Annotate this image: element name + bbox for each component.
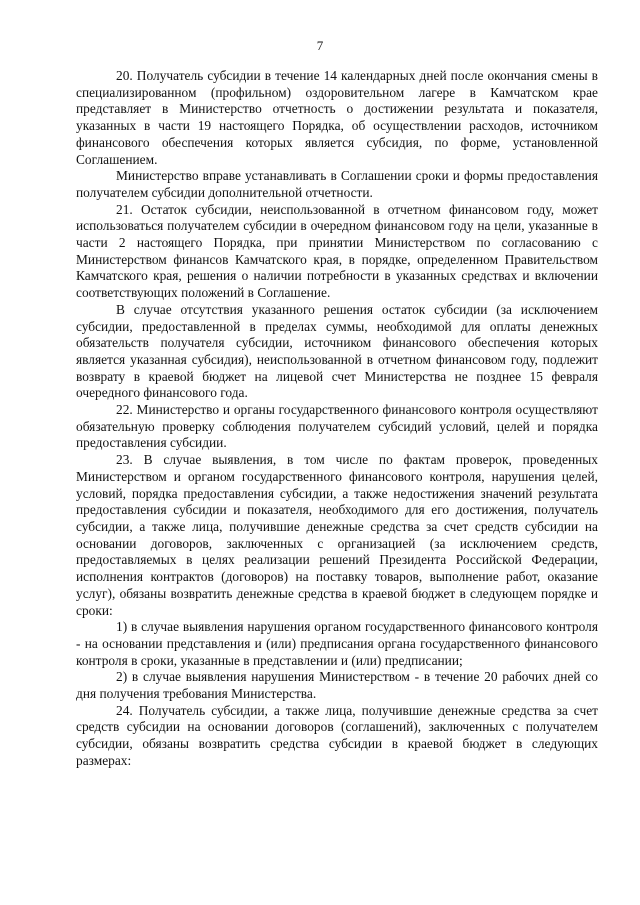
document-body: [76, 68, 598, 770]
page-number: 7: [316, 38, 324, 53]
paragraph-24: 24. Получатель субсидии, а также лица, получившие денежные средства за счет средств субсидии на основании договоров (соглашений), заключенных с получателем субсидии, обязаны возвратить средства субсидии в краевой бюджет в следующих размерах:: [76, 702, 598, 768]
paragraph-23-item-2: 2) в случае выявления нарушения Министерством - в течение 20 рабочих дней со дня получения требования Министерства.: [76, 669, 598, 702]
paragraph-23-item-1: 1) в случае выявления нарушения органом государственного финансового контроля - на основании представления и (или) предписания органа государственного финансового контроля в сроки, указанные в представлении и (или) предписании;: [76, 619, 598, 668]
paragraph-21-return-of-balance: В случае отсутствия указанного решения остаток субсидии (за исключением субсидии, предоставленной в пределах суммы, необходимой для оплаты денежных обязательств получателя субсидии, источником финансового обеспечения которых является указанная субсидия), неиспользованной в отчетном финансовом году, подлежит возврату в краевой бюджет на лицевой счет Министерства не позднее 15 февраля очередного финансового года.: [76, 301, 598, 401]
paragraph-21: 21. Остаток субсидии, неиспользованной в отчетном финансовом году, может использоваться получателем субсидии в очередном финансовом году на цели, указанные в части 2 настоящего Порядка, при принятии Министерством по согласованию с Министерством финансов Камчатского края, в порядке, определенном Правительством Камчатского края, решения о наличии потребности в указанных средствах и включении соответствующих положений в Соглашение.: [76, 201, 598, 301]
paragraph-23: 23. В случае выявления, в том числе по фактам проверок, проведенных Министерством и органом государственного финансового контроля, нарушения целей, условий, порядка предоставления субсидии, а также недостижения значений результата предоставления субсидии и показателя, необходимого для его достижения, получатель субсидии, а также лица, получившие денежные средства за счет средств субсидии на основании договоров, заключенных с организацией (за исключением средств, предоставляемых в целях реализации решений Президента Российской Федерации, исполнения контрактов (договоров) на поставку товаров, выполнение работ, оказание услуг), обязаны возвратить денежные средства в краевой бюджет в следующем порядке и сроки:: [76, 452, 598, 618]
paragraph-22: 22. Министерство и органы государственного финансового контроля осуществляют обязательную проверку соблюдения получателем субсидий условий, целей и порядка предоставления субсидии.: [76, 402, 598, 451]
paragraph-20: 20. Получатель субсидии в течение 14 календарных дней после окончания смены в специализированном (профильном) оздоровительном лагере в Камчатском крае представляет в Министерство отчетность о достижении результата и показателя, указанных в части 19 настоящего Порядка, об осуществлении расходов, источником финансового обеспечения которых является субсидия, по форме, установленной Соглашением.: [76, 68, 598, 167]
paragraph-20-additional-reporting: Министерство вправе устанавливать в Соглашении сроки и формы предоставления получателем субсидии дополнительной отчетности.: [76, 168, 598, 200]
